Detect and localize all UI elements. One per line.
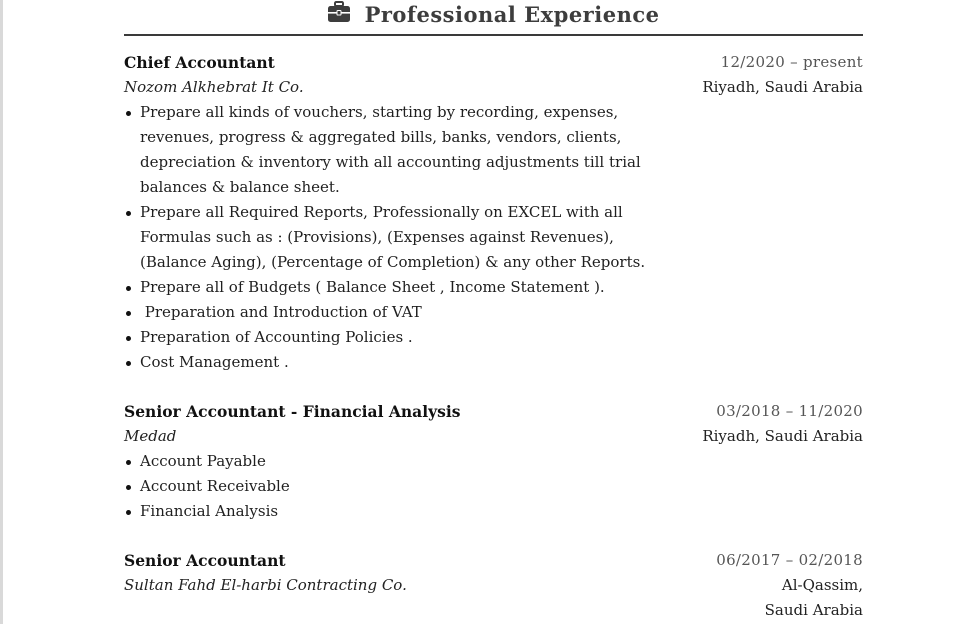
bullet-icon <box>126 361 131 366</box>
bullet-icon <box>126 336 131 341</box>
entry-header-row <box>124 399 863 424</box>
job-location: Riyadh, Saudi Arabia <box>702 78 863 96</box>
list-item-text: Prepare all kinds of vouchers, starting by recording, expenses, revenues, progress & aggregated bills, banks, vendors, clients, depreciation & inventory with all accounting adjustments till trial balances & balance sheet. <box>140 103 641 196</box>
company-name: Sultan Fahd El-harbi Contracting Co. <box>124 576 407 594</box>
job-location-line: Al-Qassim, <box>781 576 863 594</box>
job-title: Chief Accountant <box>124 53 275 72</box>
bullet-icon <box>126 286 131 291</box>
job-dates: 06/2017 – 02/2018 <box>716 551 863 569</box>
experience-entry <box>124 548 863 619</box>
bullet-icon <box>126 485 131 490</box>
list-item <box>124 200 684 275</box>
job-location-line: Saudi Arabia <box>764 601 863 619</box>
responsibilities-list <box>124 100 684 375</box>
section-header <box>124 0 863 36</box>
experience-entry <box>124 399 863 524</box>
list-item-text: Account Receivable <box>140 477 290 495</box>
briefcase-icon <box>327 1 351 23</box>
list-item-text: Account Payable <box>140 452 266 470</box>
list-item-text: Financial Analysis <box>140 502 279 520</box>
experience-entry <box>124 50 863 375</box>
list-item <box>124 275 684 300</box>
list-item-text: Preparation of Accounting Policies . <box>140 328 413 346</box>
list-item-text: Preparation and Introduction of VAT <box>140 303 422 321</box>
list-item <box>124 325 684 350</box>
job-dates: 12/2020 – present <box>720 53 863 71</box>
company-name: Medad <box>124 427 177 445</box>
list-item-text: Prepare all Required Reports, Professionally on EXCEL with all Formulas such as : (Provisions), (Expenses against Revenues), (Balance Aging), (Percentage of Completion) & any other Reports. <box>140 203 646 271</box>
bullet-icon <box>126 211 131 216</box>
job-title: Senior Accountant - Financial Analysis <box>124 402 461 421</box>
list-item <box>124 449 684 474</box>
entry-header-row <box>124 50 863 75</box>
responsibilities-list <box>124 449 684 524</box>
bullet-icon <box>126 460 131 465</box>
job-location <box>765 573 863 623</box>
job-dates: 03/2018 – 11/2020 <box>716 402 863 420</box>
job-title: Senior Accountant <box>124 551 286 570</box>
list-item <box>124 474 684 499</box>
list-item <box>124 300 684 325</box>
entry-company-row <box>124 424 863 449</box>
job-location: Riyadh, Saudi Arabia <box>702 427 863 445</box>
page-left-edge <box>0 0 3 624</box>
entry-header-row <box>124 548 863 573</box>
bullet-icon <box>126 311 131 316</box>
list-item-text: Cost Management . <box>140 353 289 371</box>
list-item <box>124 350 684 375</box>
section-title-wrap <box>124 2 863 27</box>
section-title: Professional Experience <box>364 2 660 27</box>
bullet-icon <box>126 111 131 116</box>
company-name: Nozom Alkhebrat It Co. <box>124 78 304 96</box>
bullet-icon <box>126 510 131 515</box>
entry-company-row <box>124 573 863 619</box>
list-item-text: Prepare all of Budgets ( Balance Sheet , Income Statement ). <box>140 278 605 296</box>
entry-company-row <box>124 75 863 100</box>
list-item <box>124 100 684 200</box>
list-item <box>124 499 684 524</box>
